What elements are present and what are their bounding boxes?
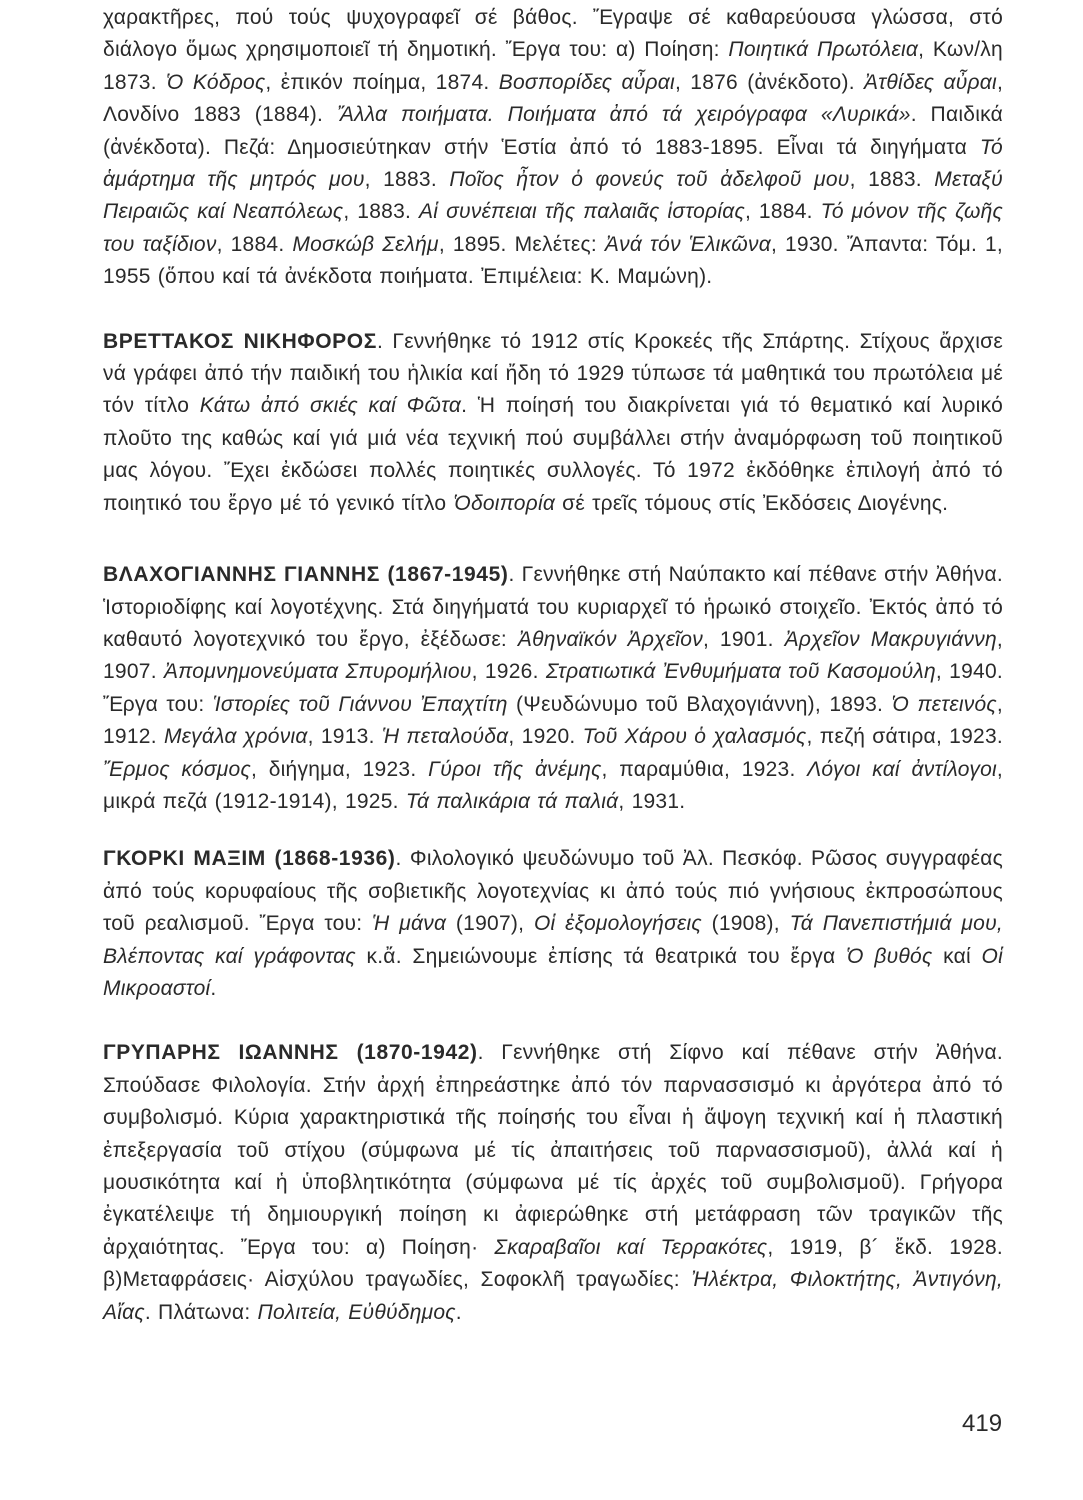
work-title: Ὁ βυθός — [846, 944, 933, 968]
work-title: Τό ἁμάρτημα τῆς μητρός μου — [103, 135, 1003, 192]
entry-text: , 1912. — [103, 692, 1003, 749]
work-title: Ἀρχεῖον Μακρυγιάννη — [784, 627, 997, 651]
entry-vlachogiannis — [103, 559, 1003, 818]
work-title: Ἡ πεταλούδα — [381, 725, 509, 749]
entry-text: , 1884. — [216, 232, 293, 256]
work-title: Ἠλέκτρα, Φιλοκτήτης, Ἀντιγόνη, Αἴας — [103, 1268, 1003, 1324]
work-title: Ἀθηναϊκόν Ἀρχεῖον — [517, 627, 703, 651]
entry-text: χαρακτῆρες, πού τούς ψυχογραφεῖ σέ βάθος. Ἔγραψε σέ καθαρεύουσα γλώσσα, στό διάλογο ὅμως χρησιμοποιεῖ τή δημοτική. Ἔργα του: α) Ποίηση: — [103, 6, 1003, 62]
work-title: Τοῦ Χάρου ὁ χαλασμός — [582, 725, 807, 749]
entry-text: , 1883. — [343, 200, 420, 224]
work-title: Πολιτεία, Εὐθύδημος — [257, 1300, 456, 1324]
work-title: Ἔρμος κόσμος — [103, 757, 251, 781]
entry-text: . Πλάτωνα: — [144, 1300, 258, 1324]
work-title: Μεγάλα χρόνια — [163, 725, 308, 749]
entry-heading: ΒΛΑΧΟΓΙΑΝΝΗΣ ΓΙΑΝΝΗΣ (1867-1945) — [103, 563, 509, 587]
entry-text: , 1883. — [849, 168, 935, 192]
entry-text: . Γεννήθηκε τό 1912 στίς Κροκεές τῆς Σπάρτης. Στίχους ἄρχισε νά γράφει ἀπό τήν παιδική του ἡλικία καί ἤδη τό 1929 τύπωσε τά μαθητικά του πρωτόλεια μέ τόν τίτλο — [103, 329, 1003, 418]
page-number: 419 — [962, 1410, 1003, 1437]
entry-text: , 1930. Ἄπαντα: Τόμ. 1, 1955 (ὅπου καί τά ἀνέκδοτα ποιήματα. Ἐπιμέλεια: Κ. Μαμώνη). — [103, 232, 1004, 289]
entry-text: , πεζή σάτιρα, 1923. — [806, 725, 1003, 749]
entry-gorki — [103, 843, 1003, 1005]
entry-text: , 1913. — [307, 725, 382, 749]
work-title: Κάτω ἀπό σκιές καί Φῶτα — [199, 394, 462, 418]
entry-text: , Κων/λη 1873. — [103, 38, 1003, 94]
entry-text: . Ἡ ποίησή του διακρίνεται γιά τό θεματικό καί λυρικό πλοῦτο της καθώς καί γιά μιά νέα τεχνική πού συμβάλλει στήν ἀναμόρφωση τοῦ ποιητικοῦ μας λόγου. Ἔχει ἐκδώσει πολλές ποιητικές συλλογές. Τό 1972 ἐκδόθηκε ἐπιλογή ἀπό τό ποιητικό του ἔργο μέ τό γενικό τίτλο — [103, 394, 1003, 515]
entry-text: , Λονδίνο 1883 (1884). — [103, 70, 1004, 127]
entry-gryparis — [103, 1037, 1003, 1329]
entry-heading: ΒΡΕΤΤΑΚΟΣ ΝΙΚΗΦΟΡΟΣ — [103, 329, 377, 353]
entry-continuation — [103, 2, 1003, 294]
entry-text: (Ψευδώνυμο τοῦ Βλαχογιάννη), 1893. — [507, 692, 892, 716]
entry-text: , 1940. Ἔργα του: — [103, 660, 1003, 716]
entry-text: , διήγημα, 1923. — [250, 757, 429, 781]
entry-text: . Γεννήθηκε στή Ναύπακτο καί πέθανε στήν Ἀθήνα. Ἱστοριοδίφης καί λογοτέχνης. Στά διηγήματά του κυριαρχεῖ τό ἡρωικό στοιχεῖο. Ἐκτός ἀπό τό καθαυτό λογοτεχνικό του ἔργο, ἐξέδωσε: — [103, 563, 1003, 651]
work-title: Τά Πανεπιστήμιά μου, Βλέποντας καί γράφοντας — [103, 912, 1003, 968]
work-title: Οἱ ἐξομολογήσεις — [533, 912, 702, 936]
entry-text: (1908), — [701, 912, 790, 936]
entry-text: . — [210, 976, 217, 1000]
entry-text: , παραμύθια, 1923. — [601, 757, 808, 781]
work-title: Ἀπομνημονεύματα Σπυρομήλιου — [164, 660, 472, 684]
work-title: Βοσπορίδες αὖραι — [498, 70, 675, 94]
work-title: Ὁδοιπορία — [453, 491, 556, 515]
entry-text: . Γεννήθηκε στή Σίφνο καί πέθανε στήν Ἀθήνα. Σπούδασε Φιλολογία. Στήν ἀρχή ἐπηρεάστηκε ἀπό τόν παρνασσισμό κι ἀργότερα ἀπό τό συμβολισμό. Κύρια χαρακτηριστικά τῆς ποίησής του εἶναι ἡ ἄψογη τεχνική καί ἡ πλαστική ἐπεξεργασία τοῦ στίχου (σύμφωνα μέ τίς ἀπαιτήσεις τοῦ παρνασσισμοῦ), ἀλλά καί ἡ μουσικότητα καί ἡ ὑποβλητικότητα (σύμφωνα μέ τίς ἀρχές τοῦ συμβολισμοῦ). Γρήγορα ἐγκατέλειψε τή δημιουργική ποίηση κι ἀφιερώθηκε στή μετάφραση τῶν τραγικῶν τῆς ἀρχαιότητας. Ἔργα του: α) Ποίηση· — [103, 1041, 1003, 1259]
entry-text: , 1926. — [471, 660, 546, 684]
book-page — [103, 2, 1003, 1498]
work-title: Μοσκώβ Σελήμ — [292, 232, 439, 256]
work-title: Μεταξύ Πειραιῶς καί Νεαπόλεως — [103, 168, 1003, 224]
work-title: Ἀτθίδες αὖραι — [864, 70, 997, 94]
entry-heading: ΓΚΟΡΚΙ ΜΑΞΙΜ (1868-1936) — [103, 847, 396, 871]
work-title: Τό μόνον τῆς ζωῆς του ταξίδιον — [103, 200, 1003, 256]
work-title: Ποιητικά Πρωτόλεια — [728, 38, 919, 62]
entry-text: , 1907. — [103, 627, 1003, 684]
entry-text: , μικρά πεζά (1912-1914), 1925. — [103, 757, 1004, 813]
entry-text: κ.ἄ. Σημειώνουμε ἐπίσης τά θεατρικά του ἔργα — [355, 944, 847, 968]
work-title: Ἄλλα ποιήματα. Ποιήματα ἀπό τά χειρόγραφα «Λυρικά» — [336, 103, 911, 127]
work-title: Ἡ μάνα — [372, 912, 447, 936]
work-title: Γύροι τῆς ἀνέμης — [428, 757, 602, 781]
entry-text: , 1919, β´ ἔκδ. 1928. β)Μεταφράσεις· Αἰσχύλου τραγωδίες, Σοφοκλῆ τραγωδίες: — [103, 1235, 1004, 1292]
entry-text: , 1901. — [702, 627, 785, 651]
entry-vrettakos — [103, 326, 1003, 520]
work-title: Ὁ πετεινός — [891, 692, 997, 716]
entry-text: . Παιδικά (ἀνέκδοτα). Πεζά: Δημοσιεύτηκαν στήν Ἑστία ἀπό τό 1883-1895. Εἶναι τά διηγήματα — [103, 103, 1004, 159]
work-title: Στρατιωτικά Ἐνθυμήματα τοῦ Κασομούλη — [545, 660, 936, 684]
entry-text: . Φιλολογικό ψευδώνυμο τοῦ Ἀλ. Πεσκόφ. Ρῶσος συγγραφέας ἀπό τούς κορυφαίους τῆς σοβιετικῆς λογοτεχνίας κι ἀπό τούς πιό γνήσιους ἐκπροσώπους τοῦ ρεαλισμοῦ. Ἔργα του: — [103, 847, 1003, 936]
entry-text: . — [455, 1300, 462, 1324]
work-title: Τά παλικάρια τά παλιά — [405, 789, 619, 813]
work-title: Ὁ Κόδρος — [166, 70, 266, 94]
entry-text: , ἐπικόν ποίημα, 1874. — [265, 70, 499, 94]
work-title: Ἀνά τόν Ἑλικῶνα — [604, 232, 771, 256]
entry-text: , 1876 (ἀνέκδοτο). — [674, 70, 865, 94]
work-title: Ποῖος ἦτον ὁ φονεύς τοῦ ἀδελφοῦ μου — [449, 168, 850, 192]
entry-text: , 1895. Μελέτες: — [438, 232, 605, 256]
work-title: Ἱστορίες τοῦ Γιάννου Ἐπαχτίτη — [212, 692, 508, 716]
entry-text: , 1920. — [508, 725, 583, 749]
entry-text: , 1883. — [364, 168, 450, 192]
work-title: Αἱ συνέπειαι τῆς παλαιᾶς ἱστορίας — [419, 200, 745, 224]
entry-text: σέ τρεῖς τόμους στίς Ἐκδόσεις Διογένης. — [555, 491, 949, 515]
entry-text: (1907), — [446, 912, 534, 936]
work-title: Οἱ Μικροαστοί — [103, 944, 1004, 1000]
entry-text: καί — [932, 944, 982, 968]
entry-text: , 1884. — [744, 200, 821, 224]
entry-text: , 1931. — [618, 789, 686, 813]
entry-heading: ΓΡΥΠΑΡΗΣ ΙΩΑΝΝΗΣ (1870-1942) — [103, 1041, 478, 1065]
work-title: Λόγοι καί ἀντίλογοι — [807, 757, 997, 781]
work-title: Σκαραβαῖοι καί Τερρακότες — [494, 1235, 768, 1259]
